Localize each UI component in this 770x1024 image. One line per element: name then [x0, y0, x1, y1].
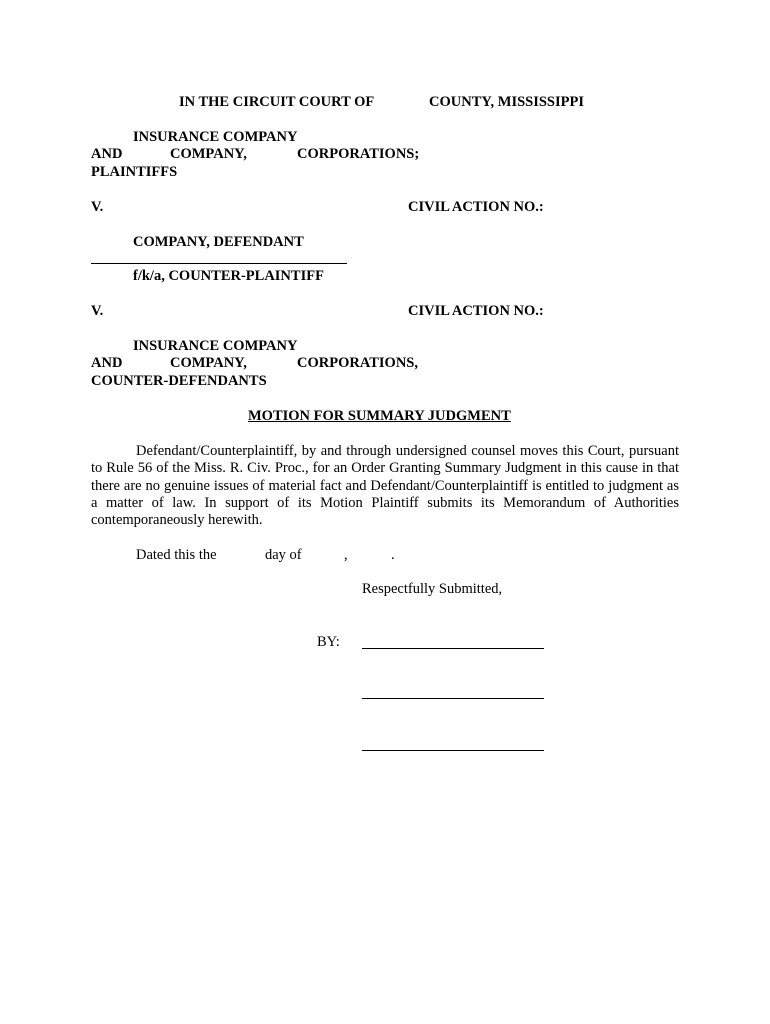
defendant-name: COMPANY, DEFENDANT — [133, 234, 304, 250]
respectfully-submitted: Respectfully Submitted, — [362, 581, 503, 597]
counter-plaintiff-role: f/k/a, COUNTER-PLAINTIFF — [133, 268, 324, 284]
plaintiff-corporations: CORPORATIONS; — [297, 146, 420, 162]
counter-defendant-and: AND — [91, 355, 123, 371]
plaintiff-and: AND — [91, 146, 123, 162]
defendant-name-line — [91, 263, 347, 264]
signature-line-3 — [362, 750, 544, 751]
counter-defendant-name: INSURANCE COMPANY — [133, 338, 298, 354]
dated-day-of: day of — [265, 547, 302, 563]
plaintiff-company: COMPANY, — [170, 146, 247, 162]
versus-1: V. — [91, 199, 104, 215]
dated-comma: , — [344, 547, 348, 563]
signature-line-2 — [362, 698, 544, 699]
civil-action-2: CIVIL ACTION NO.: — [408, 303, 544, 319]
court-heading: IN THE CIRCUIT COURT OF — [179, 94, 375, 110]
motion-body: Defendant/Counterplaintiff, by and through undersigned counsel moves this Court, pursuant to Rule 56 of the Miss. R. Civ. Proc., for an Order Granting Summary Judgment in this cause in that there are no genuine issues of material fact and Defendant/Counterplaintiff is entitled to judgment as a matter of law. In support of its Motion Plaintiff submits its Memorandum of Authorities contemporaneously herewith. — [91, 443, 679, 529]
dated-period: . — [391, 547, 395, 563]
dated-prefix: Dated this the — [136, 547, 217, 563]
by-label: BY: — [317, 634, 340, 650]
signature-line-1 — [362, 648, 544, 649]
counter-defendant-corporations: CORPORATIONS, — [297, 355, 418, 371]
plaintiffs-role: PLAINTIFFS — [91, 164, 178, 180]
civil-action-1: CIVIL ACTION NO.: — [408, 199, 544, 215]
counter-defendant-company: COMPANY, — [170, 355, 247, 371]
plaintiff-name: INSURANCE COMPANY — [133, 129, 298, 145]
motion-title: MOTION FOR SUMMARY JUDGMENT — [248, 408, 511, 424]
versus-2: V. — [91, 303, 104, 319]
county-heading: COUNTY, MISSISSIPPI — [429, 94, 584, 110]
counter-defendants-role: COUNTER-DEFENDANTS — [91, 373, 267, 389]
